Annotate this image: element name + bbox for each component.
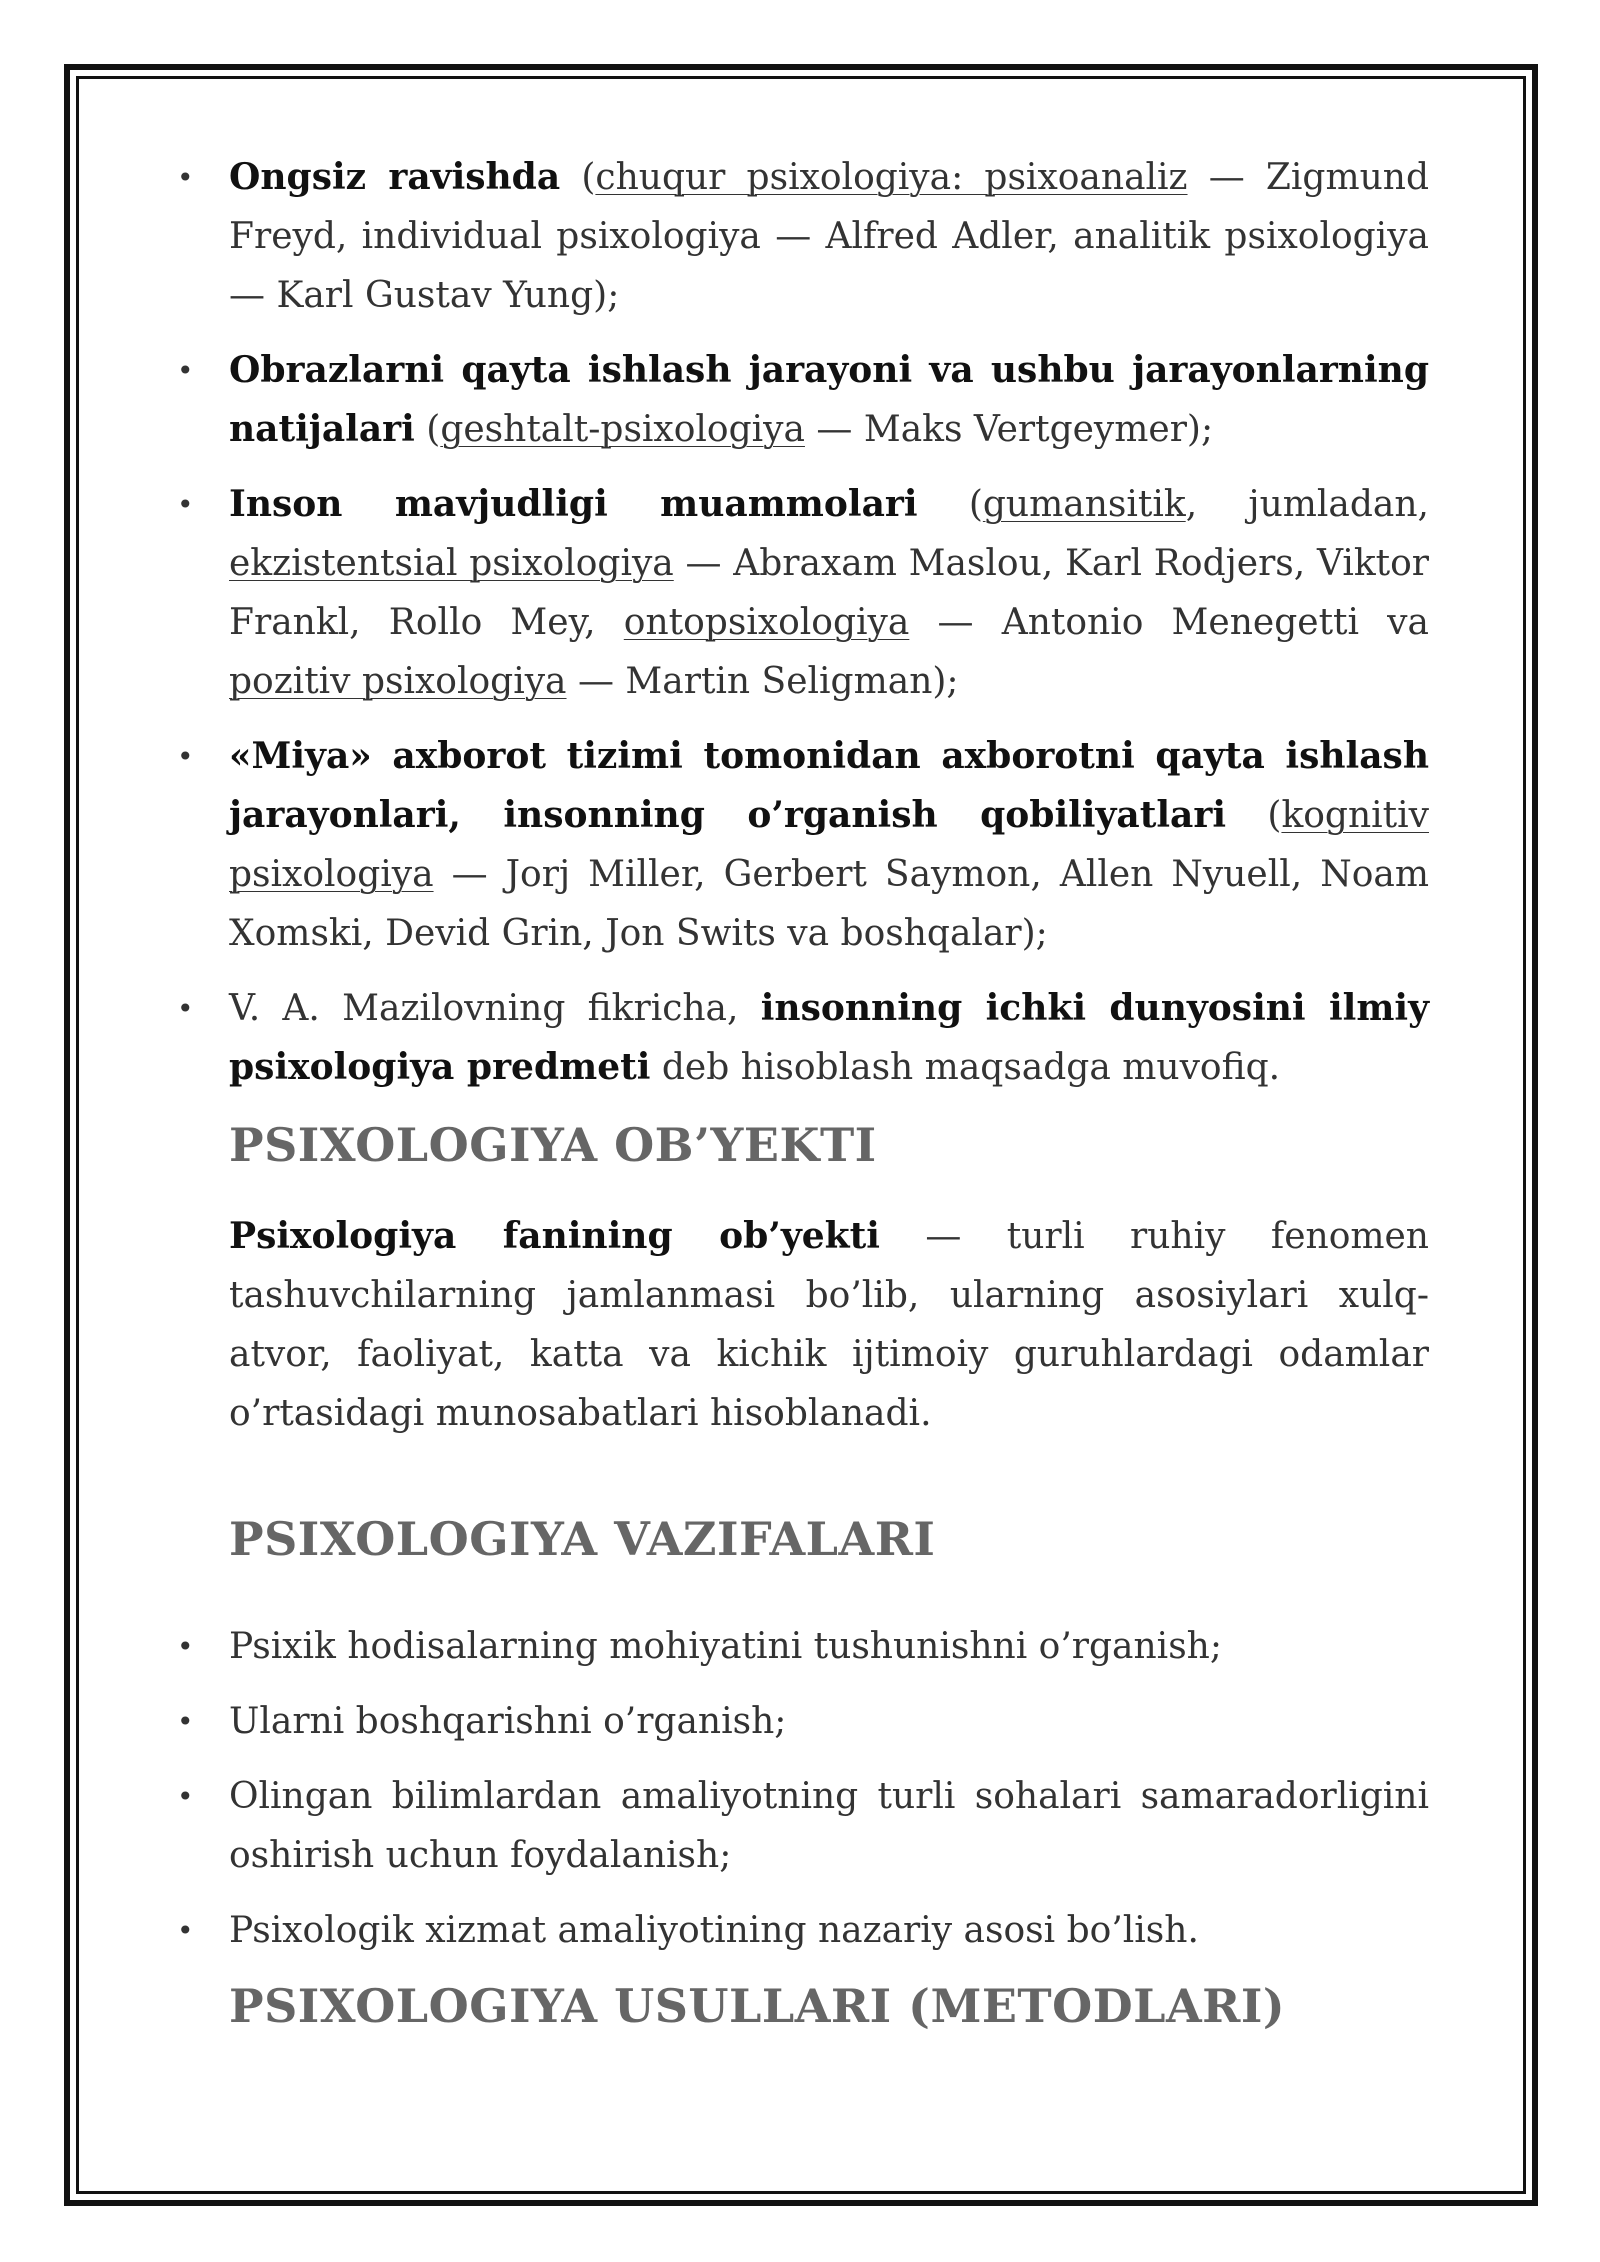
list-item: • Psixologik xizmat amaliyotining nazariy asosi bo’lish. xyxy=(229,1901,1429,1960)
list-item: • Inson mavjudligi muammolari (gumansitik, jumladan, ekzistentsial psixologiya — Abraxam Maslou, Karl Rodjers, Viktor Frankl, Rollo Mey, ontopsixologiya — Antonio Menegetti va pozitiv psixologiya — Martin Seligman); xyxy=(229,475,1429,711)
heading-object: PSIXOLOGIYA OB’YEKTI xyxy=(229,1118,877,1172)
list-item: • V. A. Mazilovning fikricha, insonning ichki dunyosini ilmiy psixologiya predmeti deb hisoblash maqsadga muvofiq. xyxy=(229,979,1429,1097)
page-content xyxy=(177,148,1430,2036)
bullet-icon: • xyxy=(177,488,194,521)
list-item: • Psixik hodisalarning mohiyatini tushunishni o’rganish; xyxy=(229,1617,1429,1676)
bullet-icon: • xyxy=(177,161,194,194)
link-text[interactable]: kognitiv psixologiya xyxy=(229,795,1429,895)
list-item: • Olingan bilimlardan amaliyotning turli sohalari samaradorligini oshirish uchun foydalanish; xyxy=(229,1767,1429,1885)
heading-methods: PSIXOLOGIYA USULLARI (METODLARI) xyxy=(229,1979,1286,2033)
tasks-list xyxy=(177,1617,1429,1960)
item-bold-text: insonning ichki dunyosini ilmiy psixologiya predmeti xyxy=(229,987,1429,1088)
bullet-icon: • xyxy=(177,740,194,773)
bullet-icon: • xyxy=(177,1630,194,1663)
item-bold-text: «Miya» axborot tizimi tomonidan axborotni qayta ishlash jarayonlari, insonning o’rganish qobiliyatlari xyxy=(229,735,1429,836)
bullet-icon: • xyxy=(177,1914,194,1947)
bullet-icon: • xyxy=(177,354,194,387)
link-text[interactable]: geshtalt-psixologiya xyxy=(440,409,805,450)
link-text[interactable]: ekzistentsial psixologiya xyxy=(229,543,674,584)
schools-list xyxy=(177,148,1430,1097)
item-bold-text: Inson mavjudligi muammolari xyxy=(229,483,918,525)
object-paragraph: Psixologiya fanining ob’yekti — turli ruhiy fenomen tashuvchilarning jamlanmasi bo’lib, ularning asosiylari xulq-atvor, faoliyat, katta va kichik ijtimoiy guruhlardagi odamlar o’rtasidagi munosabatlari hisoblanadi. xyxy=(229,1215,1429,1434)
link-text[interactable]: ontopsixologiya xyxy=(623,602,910,643)
bullet-icon: • xyxy=(177,992,194,1025)
item-bold-text: Obrazlarni qayta ishlash jarayoni va ushbu jarayonlarning natijalari xyxy=(229,349,1429,450)
heading-tasks: PSIXOLOGIYA VAZIFALARI xyxy=(229,1512,936,1566)
bullet-icon: • xyxy=(177,1705,194,1738)
list-item: • «Miya» axborot tizimi tomonidan axborotni qayta ishlash jarayonlari, insonning o’rganish qobiliyatlari (kognitiv psixologiya — Jorj Miller, Gerbert Saymon, Allen Nyuell, Noam Xomski, Devid Grin, Jon Swits va boshqalar); xyxy=(229,727,1429,963)
list-item: • Ularni boshqarishni o’rganish; xyxy=(229,1692,1429,1751)
list-item: • Obrazlarni qayta ishlash jarayoni va ushbu jarayonlarning natijalari (geshtalt-psixologiya — Maks Vertgeymer); xyxy=(229,341,1429,459)
bullet-icon: • xyxy=(177,1780,194,1813)
link-text[interactable]: gumansitik xyxy=(982,484,1186,525)
link-text[interactable]: pozitiv psixologiya xyxy=(229,661,567,702)
list-item: • Ongsiz ravishda (chuqur psixologiya: psixoanaliz — Zigmund Freyd, individual psixologiya — Alfred Adler, analitik psixologiya — Karl Gustav Yung); xyxy=(229,148,1429,325)
item-bold-text: Ongsiz ravishda xyxy=(229,156,561,198)
link-text[interactable]: chuqur psixologiya: psixoanaliz xyxy=(595,157,1188,198)
